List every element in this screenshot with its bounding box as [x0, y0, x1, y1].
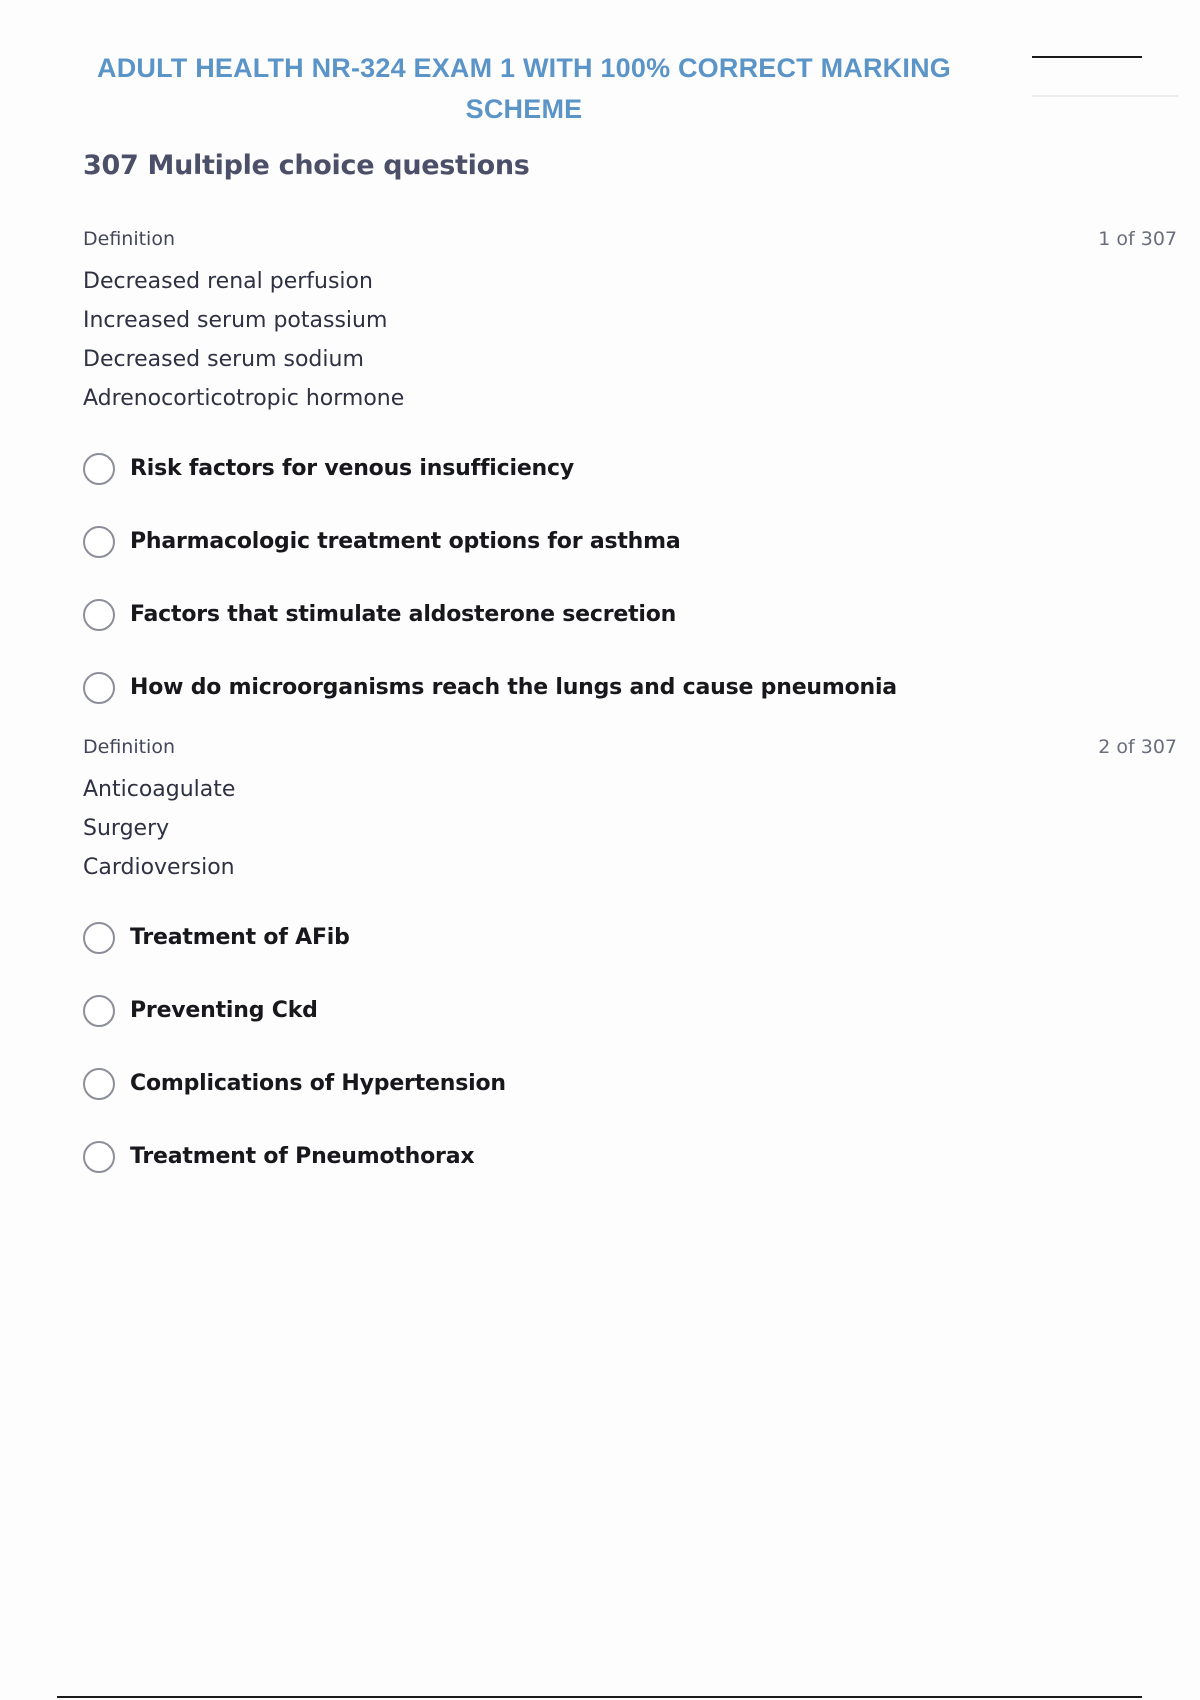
question-card-1 — [83, 228, 1177, 724]
radio-button[interactable] — [83, 1068, 115, 1100]
answer-option-label: Pharmacologic treatment options for asthma — [130, 529, 681, 554]
definition-text — [83, 770, 1177, 887]
answer-options — [83, 901, 1177, 1193]
header-rule-faint — [1032, 95, 1178, 97]
question-counter: 2 of 307 — [1098, 736, 1177, 758]
definition-line: Decreased renal perfusion — [83, 269, 373, 294]
answer-option-label: Risk factors for venous insufficiency — [130, 456, 574, 481]
answer-option[interactable] — [83, 974, 1177, 1047]
set-heading: 307 Multiple choice questions — [83, 150, 530, 181]
answer-option[interactable] — [83, 901, 1177, 974]
question-counter: 1 of 307 — [1098, 228, 1177, 250]
definition-line: Anticoagulate — [83, 777, 236, 802]
answer-option-label: Treatment of Pneumothorax — [130, 1144, 475, 1169]
radio-button[interactable] — [83, 922, 115, 954]
definition-line: Surgery — [83, 816, 170, 841]
definition-line: Increased serum potassium — [83, 308, 388, 333]
radio-button[interactable] — [83, 995, 115, 1027]
answer-option-label: Preventing Ckd — [130, 998, 318, 1023]
answer-option[interactable] — [83, 432, 1177, 505]
answer-option[interactable] — [83, 1047, 1177, 1120]
answer-option[interactable] — [83, 1120, 1177, 1193]
radio-button[interactable] — [83, 1141, 115, 1173]
answer-option-label: Complications of Hypertension — [130, 1071, 506, 1096]
answer-option-label: How do microorganisms reach the lungs and cause pneumonia — [130, 675, 897, 700]
radio-button[interactable] — [83, 599, 115, 631]
answer-options — [83, 432, 1177, 724]
definition-line: Decreased serum sodium — [83, 347, 364, 372]
definition-line: Cardioversion — [83, 855, 235, 880]
answer-option[interactable] — [83, 578, 1177, 651]
radio-button[interactable] — [83, 672, 115, 704]
term-label: Definition — [83, 736, 176, 758]
answer-option[interactable] — [83, 651, 1177, 724]
answer-option-label: Factors that stimulate aldosterone secretion — [130, 602, 677, 627]
footer-rule — [57, 1696, 1142, 1698]
question-card-2 — [83, 736, 1177, 1193]
answer-option[interactable] — [83, 505, 1177, 578]
definition-line: Adrenocorticotropic hormone — [83, 386, 405, 411]
term-label: Definition — [83, 228, 176, 250]
radio-button[interactable] — [83, 526, 115, 558]
definition-text — [83, 262, 1177, 418]
document-title: ADULT HEALTH NR-324 EXAM 1 WITH 100% CORRECT MARKING SCHEME — [97, 53, 951, 124]
header-rule — [1032, 56, 1142, 58]
radio-button[interactable] — [83, 453, 115, 485]
answer-option-label: Treatment of AFib — [130, 925, 350, 950]
